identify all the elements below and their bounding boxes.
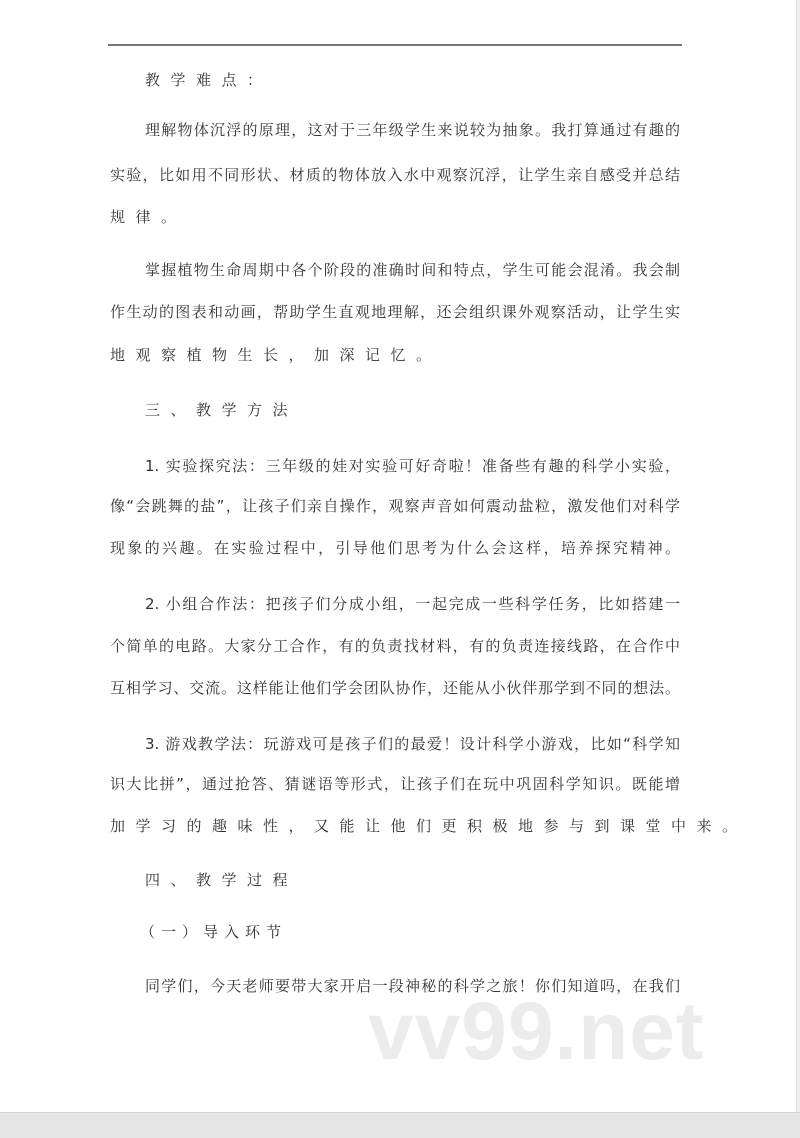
method-line: 识大比拼”，通过抢答、猜谜语等形式，让孩子们在玩中巩固科学知识。既能增	[110, 775, 680, 793]
para-line: 地观察植物生长，加深记忆。	[110, 346, 442, 364]
intro-line: 同学们，今天老师要带大家开启一段神秘的科学之旅！你们知道吗，在我们	[145, 977, 680, 995]
method-line: 2. 小组合作法：把孩子们分成小组，一起完成一些科学任务，比如搭建一	[145, 595, 680, 613]
method-line: 个简单的电路。大家分工合作，有的负责找材料，有的负责连接线路，在合作中	[110, 637, 680, 655]
subsection-heading: （一）导入环节	[140, 923, 288, 941]
method-line: 现象的兴趣。在实验过程中，引导他们思考为什么会这样，培养探究精神。	[110, 539, 680, 557]
para-line: 作生动的图表和动画，帮助学生直观地理解，还会组织课外观察活动，让学生实	[110, 303, 680, 321]
method-line: 1. 实验探究法：三年级的娃对实验可好奇啦！准备些有趣的科学小实验，	[145, 457, 680, 475]
method-line: 加学习的趣味性，又能让他们更积极地参与到课堂中来。	[110, 817, 748, 835]
section-heading-process: 四、教学过程	[145, 871, 299, 889]
page-edge	[796, 0, 800, 1112]
header-rule	[108, 44, 682, 46]
heading-difficulty: 教学难点：	[145, 71, 273, 89]
watermark: vv99.net	[368, 986, 705, 1077]
para-line: 实验，比如用不同形状、材质的物体放入水中观察沉浮，让学生亲自感受并总结	[110, 166, 680, 184]
para-line: 理解物体沉浮的原理，这对于三年级学生来说较为抽象。我打算通过有趣的	[145, 121, 680, 139]
para-line: 掌握植物生命周期中各个阶段的准确时间和特点，学生可能会混淆。我会制	[145, 261, 680, 279]
para-line: 规律。	[110, 208, 187, 226]
method-line: 像“会跳舞的盐”，让孩子们亲自操作，观察声音如何震动盐粒，激发他们对科学	[110, 497, 680, 515]
section-heading-methods: 三、教学方法	[145, 401, 299, 419]
method-line: 3. 游戏教学法：玩游戏可是孩子们的最爱！设计科学小游戏，比如“科学知	[145, 735, 680, 753]
method-line: 互相学习、交流。这样能让他们学会团队协作，还能从小伙伴那学到不同的想法。	[110, 679, 680, 697]
page-bottom-bar	[0, 1112, 800, 1138]
